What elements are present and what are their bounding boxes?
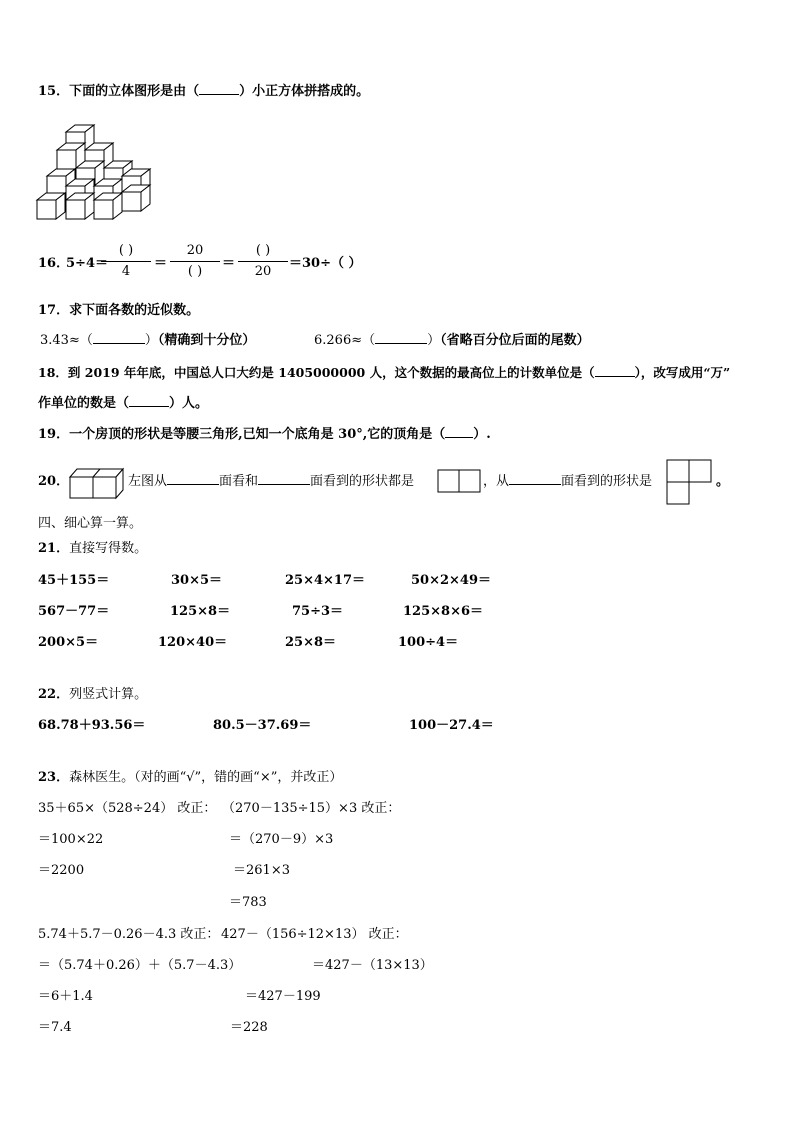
q16-f3-numerator[interactable]: ( ) (255, 243, 271, 258)
q19-line (38, 427, 491, 443)
q16-f2-numerator: 20 (186, 243, 204, 258)
q18-line2 (38, 396, 208, 412)
q15-text-b: ）小正方体拼搭成的。 (239, 84, 370, 99)
q21-r2c1[interactable]: 567－77＝ (38, 604, 110, 619)
q15-text-a: 下面的立体图形是由（ (69, 84, 200, 99)
q21-r2c3[interactable]: 75÷3＝ (292, 604, 344, 619)
q19-text-b: ）. (473, 427, 491, 442)
q18-unit-answer-blank[interactable] (595, 376, 635, 377)
q18-line2-text-b: ）人。 (169, 396, 209, 411)
q23-p4-line3: ＝427－199 (245, 989, 321, 1004)
q21-r2c2[interactable]: 125×8＝ (170, 604, 231, 619)
q22-item-1[interactable]: 68.78＋93.56＝ (38, 718, 146, 733)
q15-line (38, 84, 369, 100)
q17-a-expression: 3.43≈（ (40, 333, 93, 348)
q21-heading (38, 541, 147, 557)
q17-b-expression: 6.266≈（ (314, 333, 376, 348)
q22-heading (38, 687, 147, 703)
q18-line1-text-b: ），改写成用“万” (634, 365, 731, 380)
q23-p1-line3: ＝2200 (38, 863, 85, 878)
q18-line2-text-a: 作单位的数是（ (38, 396, 130, 411)
q17-line (38, 303, 199, 319)
q16-fraction-1 (101, 243, 151, 280)
q18-wan-answer-blank[interactable] (129, 406, 169, 407)
q20-t3: 面看到的形状都是 (310, 474, 415, 489)
q16-eq2: ＝ (222, 256, 236, 271)
q21-title: 直接写得数。 (69, 541, 148, 556)
q17-b-note: （省略百分位后面的尾数） (440, 333, 590, 348)
q16-f2-denominator[interactable]: ( ) (187, 264, 203, 279)
q20-line-b (483, 474, 652, 490)
q20-number: 20． (38, 474, 70, 489)
q16-number: 16． (38, 256, 70, 271)
q16-f3-denominator: 20 (254, 264, 272, 279)
q21-number: 21． (38, 541, 70, 556)
q20-two-cube-figure (69, 467, 125, 499)
fraction-bar (170, 261, 220, 262)
q20-t2: 面看和 (219, 474, 259, 489)
q21-r3c2[interactable]: 120×40＝ (158, 635, 228, 650)
q17-a-note: （精确到十分位） (157, 333, 256, 348)
q18-number: 18． (38, 365, 68, 380)
q20-blank-1[interactable] (167, 484, 219, 485)
q23-title: 森林医生。（对的画“√”，错的画“×”，并改正） (69, 770, 343, 785)
q19-answer-blank[interactable] (445, 437, 473, 438)
q16-eq1: ＝ (154, 256, 168, 271)
q20-t5: 面看到的形状是 (561, 474, 653, 489)
q17-text: 求下面各数的近似数。 (69, 303, 200, 318)
q21-r1c4[interactable]: 50×2×49＝ (411, 573, 492, 588)
q17-number: 17． (38, 303, 70, 318)
q23-p3-line4: ＝7.4 (38, 1020, 72, 1035)
q17-a-answer-blank[interactable] (93, 343, 145, 344)
q22-number: 22． (38, 687, 70, 702)
q16-f1-numerator[interactable]: ( ) (118, 243, 134, 258)
q16-rhs[interactable]: ＝30÷（ ） (289, 256, 362, 271)
q23-p2-line1[interactable]: （270－135÷15）×3 改正： (222, 801, 401, 816)
q17-b-answer-blank[interactable] (375, 343, 427, 344)
q18-line1-text-a: 到 2019 年年底，中国总人口大约是 1405000000 人，这个数据的最高位上的计数单位是（ (67, 365, 595, 380)
q20-t1: 左图从 (128, 474, 168, 489)
q20-blank-2[interactable] (258, 484, 310, 485)
q23-p3-line1[interactable]: 5.74＋5.7－0.26－4.3 改正： (38, 927, 220, 942)
q23-p4-line2: ＝427－（13×13） (312, 958, 433, 973)
q21-r1c3[interactable]: 25×4×17＝ (285, 573, 366, 588)
q20-t4: ，从 (483, 474, 510, 489)
q23-number: 23． (38, 770, 70, 785)
q21-r2c4[interactable]: 125×8×6＝ (403, 604, 484, 619)
q15-number: 15． (38, 84, 70, 99)
q23-p4-line1[interactable]: 427－（156÷12×13） 改正： (221, 927, 408, 942)
q22-item-2[interactable]: 80.5－37.69＝ (213, 718, 312, 733)
q16-lhs: 5÷4＝ (66, 256, 108, 271)
q22-title: 列竖式计算。 (69, 687, 148, 702)
fraction-bar (238, 261, 288, 262)
section-4-title: 四、细心算一算。 (38, 516, 143, 531)
q23-p4-line4: ＝228 (230, 1020, 268, 1035)
q17-part-b (314, 333, 590, 349)
q16-f1-denominator: 4 (121, 264, 131, 279)
q23-p2-line4: ＝783 (229, 895, 267, 910)
q21-r3c4[interactable]: 100÷4＝ (398, 635, 459, 650)
q20-two-square-shape (437, 469, 481, 493)
q23-p2-line3: ＝261×3 (233, 863, 290, 878)
cube-pyramid-figure (36, 124, 158, 220)
q15-answer-blank[interactable] (199, 94, 239, 95)
q21-r3c1[interactable]: 200×5＝ (38, 635, 99, 650)
q23-heading (38, 770, 342, 786)
q20-line (128, 474, 414, 490)
q23-p1-line1[interactable]: 35＋65×（528÷24） 改正： (38, 801, 217, 816)
q20-l-shape (666, 459, 712, 505)
q21-r1c2[interactable]: 30×5＝ (171, 573, 223, 588)
q23-p3-line3: ＝6＋1.4 (38, 989, 93, 1004)
q17-a-close: ） (144, 333, 158, 348)
q23-p2-line2: ＝（270－9）×3 (229, 832, 334, 847)
q20-t6: 。 (716, 474, 730, 489)
q19-text-a: 一个房顶的形状是等腰三角形,已知一个底角是 30°,它的顶角是（ (69, 427, 446, 442)
q20-blank-3[interactable] (509, 484, 561, 485)
q17-b-close: ） (427, 333, 441, 348)
q16-fraction-2 (170, 243, 220, 280)
q21-r3c3[interactable]: 25×8＝ (285, 635, 337, 650)
q23-p1-line2: ＝100×22 (38, 832, 104, 847)
q23-p3-line2: ＝（5.74＋0.26）＋（5.7－4.3） (38, 958, 242, 973)
q16-fraction-3 (238, 243, 288, 280)
fraction-bar (101, 261, 151, 262)
q18-line1 (38, 365, 730, 381)
q17-part-a (40, 333, 255, 349)
q21-r1c1[interactable]: 45＋155＝ (38, 573, 110, 588)
q22-item-3[interactable]: 100－27.4＝ (409, 718, 494, 733)
q19-number: 19． (38, 427, 70, 442)
